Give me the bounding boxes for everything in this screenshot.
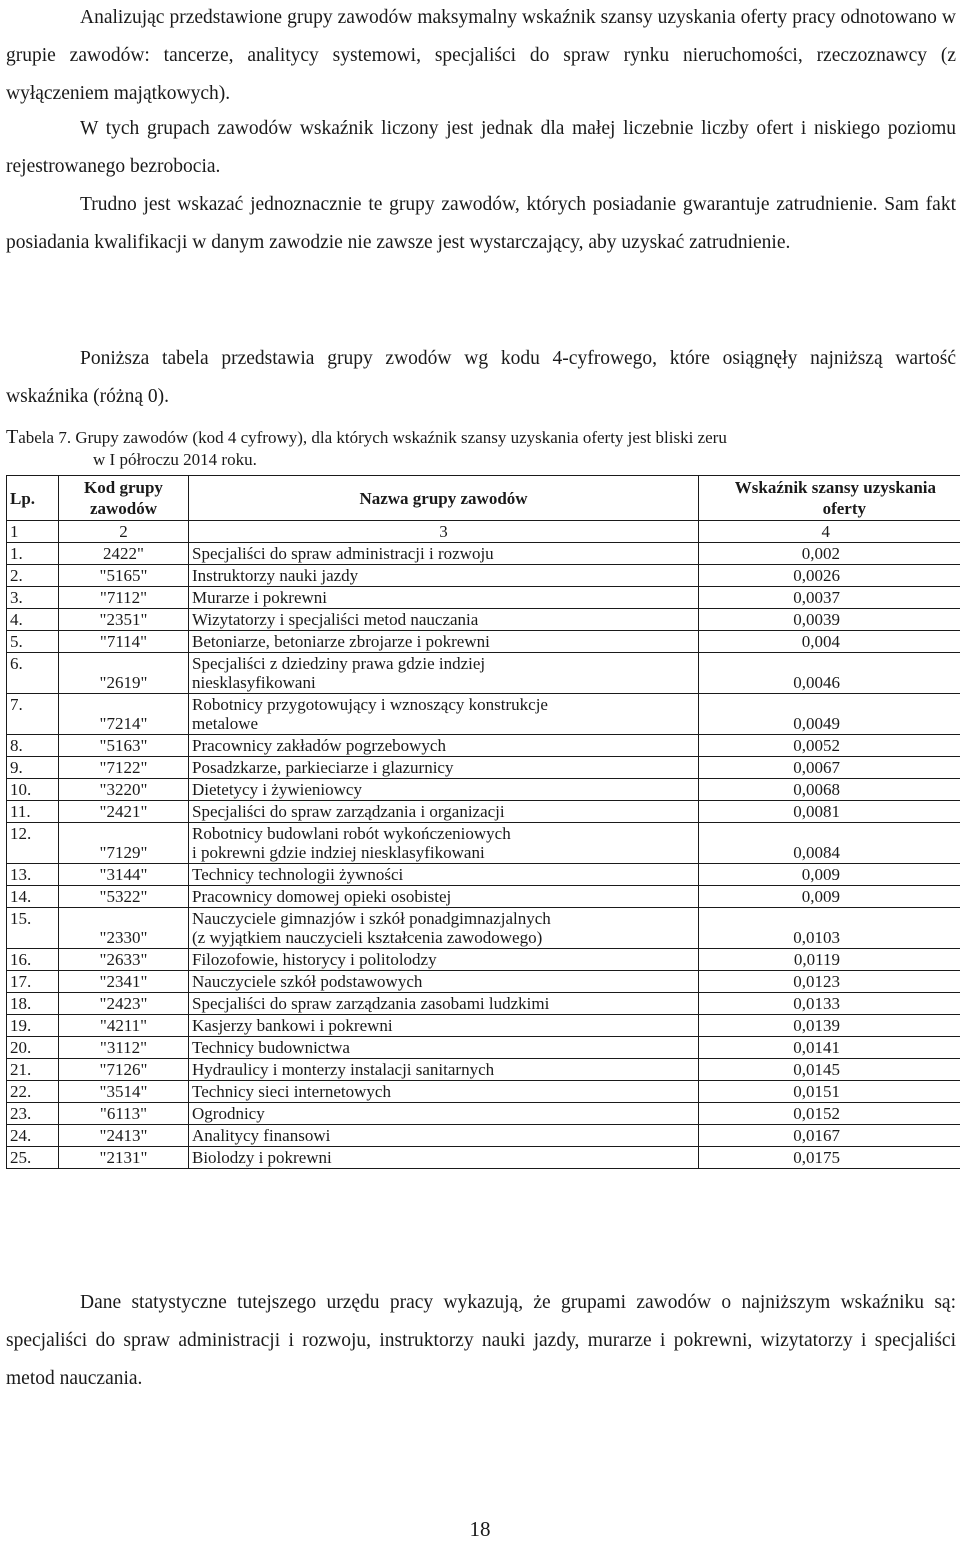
caption-first-letter: T bbox=[6, 426, 18, 448]
row-kod: "7129" bbox=[59, 823, 189, 864]
table-row bbox=[7, 864, 960, 886]
table-row bbox=[7, 735, 960, 757]
row-name bbox=[189, 823, 699, 864]
row-kod: "3514" bbox=[59, 1081, 189, 1103]
table-row bbox=[7, 543, 960, 565]
colnum-2: 2 bbox=[59, 521, 189, 543]
row-name-line2: metalowe bbox=[192, 714, 258, 733]
row-kod: "7214" bbox=[59, 694, 189, 735]
table-header-row bbox=[7, 476, 960, 521]
row-name bbox=[189, 1125, 699, 1147]
row-kod: "5165" bbox=[59, 565, 189, 587]
table-caption bbox=[6, 426, 956, 471]
row-name-line1: Pracownicy zakładów pogrzebowych bbox=[192, 736, 446, 755]
table-row bbox=[7, 949, 960, 971]
table-row bbox=[7, 1125, 960, 1147]
row-value: 0,0037 bbox=[699, 587, 960, 609]
paragraph-conclusion: Dane statystyczne tutejszego urzędu pracy wykazują, że grupami zawodów o najniższym wskaźniku są: specjaliści do spraw administracji i rozwoju, instruktorzy nauki jazdy, murarze i pokrewni, wizytatorzy i specjaliści metod nauczania. bbox=[6, 1284, 956, 1398]
row-kod: 2422" bbox=[59, 543, 189, 565]
row-name bbox=[189, 779, 699, 801]
table-row bbox=[7, 886, 960, 908]
row-lp: 25. bbox=[7, 1147, 59, 1169]
row-name-line1: Analitycy finansowi bbox=[192, 1126, 330, 1145]
row-lp: 4. bbox=[7, 609, 59, 631]
row-kod: "2423" bbox=[59, 993, 189, 1015]
row-name bbox=[189, 801, 699, 823]
row-value: 0,004 bbox=[699, 631, 960, 653]
occupation-table bbox=[6, 475, 960, 1169]
row-value: 0,0049 bbox=[699, 694, 960, 735]
row-name bbox=[189, 1037, 699, 1059]
row-lp: 8. bbox=[7, 735, 59, 757]
row-value: 0,0068 bbox=[699, 779, 960, 801]
row-value: 0,0133 bbox=[699, 993, 960, 1015]
row-value: 0,0046 bbox=[699, 653, 960, 694]
header-name: Nazwa grupy zawodów bbox=[189, 476, 699, 521]
table-row bbox=[7, 908, 960, 949]
row-name-line1: Specjaliści do spraw zarządzania i organizacji bbox=[192, 802, 505, 821]
row-lp: 12. bbox=[7, 823, 59, 864]
row-value: 0,0167 bbox=[699, 1125, 960, 1147]
row-name-line1: Murarze i pokrewni bbox=[192, 588, 327, 607]
row-value: 0,0039 bbox=[699, 609, 960, 631]
row-name-line1: Biolodzy i pokrewni bbox=[192, 1148, 332, 1167]
row-kod: "3144" bbox=[59, 864, 189, 886]
row-name-line1: Specjaliści do spraw administracji i rozwoju bbox=[192, 544, 494, 563]
row-kod: "6113" bbox=[59, 1103, 189, 1125]
table-row bbox=[7, 565, 960, 587]
row-name-line1: Hydraulicy i monterzy instalacji sanitarnych bbox=[192, 1060, 494, 1079]
table-row bbox=[7, 653, 960, 694]
header-lp: Lp. bbox=[7, 476, 59, 521]
row-name bbox=[189, 908, 699, 949]
table-row bbox=[7, 1081, 960, 1103]
paragraph-no-guarantee: Trudno jest wskazać jednoznacznie te grupy zawodów, których posiadanie gwarantuje zatrudnienie. Sam fakt posiadania kwalifikacji w danym zawodzie nie zawsze jest wystarczający, aby uzyskać zatrudnienie. bbox=[6, 186, 956, 262]
row-kod: "2619" bbox=[59, 653, 189, 694]
paragraph-table-intro: Poniższa tabela przedstawia grupy zwodów wg kodu 4-cyfrowego, które osiągnęły najniższą wartość wskaźnika (różną 0). bbox=[6, 340, 956, 416]
row-lp: 21. bbox=[7, 1059, 59, 1081]
row-kod: "5163" bbox=[59, 735, 189, 757]
row-name-line1: Nauczyciele gimnazjów i szkół ponadgimnazjalnych bbox=[192, 909, 551, 928]
row-name bbox=[189, 1059, 699, 1081]
row-name bbox=[189, 694, 699, 735]
row-value: 0,0152 bbox=[699, 1103, 960, 1125]
row-kod: "7122" bbox=[59, 757, 189, 779]
table-row bbox=[7, 1059, 960, 1081]
header-kod-line1: Kod grupy bbox=[84, 478, 163, 497]
table-row bbox=[7, 993, 960, 1015]
row-name-line1: Kasjerzy bankowi i pokrewni bbox=[192, 1016, 393, 1035]
row-value: 0,0145 bbox=[699, 1059, 960, 1081]
row-name bbox=[189, 631, 699, 653]
row-lp: 6. bbox=[7, 653, 59, 694]
header-value-line2: oferty bbox=[823, 499, 936, 518]
row-lp: 1. bbox=[7, 543, 59, 565]
row-value: 0,0139 bbox=[699, 1015, 960, 1037]
row-lp: 10. bbox=[7, 779, 59, 801]
row-lp: 15. bbox=[7, 908, 59, 949]
row-name bbox=[189, 587, 699, 609]
row-lp: 13. bbox=[7, 864, 59, 886]
row-name-line1: Wizytatorzy i specjaliści metod nauczania bbox=[192, 610, 478, 629]
row-kod: "2131" bbox=[59, 1147, 189, 1169]
row-value: 0,0084 bbox=[699, 823, 960, 864]
row-value: 0,009 bbox=[699, 864, 960, 886]
caption-line2: w I półroczu 2014 roku. bbox=[6, 449, 956, 471]
row-lp: 24. bbox=[7, 1125, 59, 1147]
row-lp: 3. bbox=[7, 587, 59, 609]
table-row bbox=[7, 1015, 960, 1037]
header-value bbox=[699, 476, 960, 521]
row-name-line1: Ogrodnicy bbox=[192, 1104, 265, 1123]
row-name bbox=[189, 971, 699, 993]
row-value: 0,0141 bbox=[699, 1037, 960, 1059]
row-value: 0,0119 bbox=[699, 949, 960, 971]
row-kod: "7126" bbox=[59, 1059, 189, 1081]
table-row bbox=[7, 609, 960, 631]
row-kod: "7112" bbox=[59, 587, 189, 609]
row-kod: "3112" bbox=[59, 1037, 189, 1059]
row-value: 0,002 bbox=[699, 543, 960, 565]
header-kod bbox=[59, 476, 189, 521]
row-name bbox=[189, 949, 699, 971]
row-kod: "2413" bbox=[59, 1125, 189, 1147]
table-row bbox=[7, 587, 960, 609]
table-row bbox=[7, 757, 960, 779]
row-kod: "2633" bbox=[59, 949, 189, 971]
table-row bbox=[7, 1103, 960, 1125]
row-lp: 22. bbox=[7, 1081, 59, 1103]
paragraph-small-sample: W tych grupach zawodów wskaźnik liczony jest jednak dla małej liczebnie liczby ofert i niskiego poziomu rejestrowanego bezrobocia. bbox=[6, 110, 956, 186]
row-name-line1: Robotnicy przygotowujący i wznoszący konstrukcje bbox=[192, 695, 548, 714]
row-name-line1: Technicy budownictwa bbox=[192, 1038, 350, 1057]
row-kod: "2351" bbox=[59, 609, 189, 631]
row-name-line1: Dietetycy i żywieniowcy bbox=[192, 780, 362, 799]
row-lp: 20. bbox=[7, 1037, 59, 1059]
row-name-line1: Technicy technologii żywności bbox=[192, 865, 403, 884]
row-name bbox=[189, 1015, 699, 1037]
colnum-1: 1 bbox=[7, 521, 59, 543]
row-kod: "3220" bbox=[59, 779, 189, 801]
row-lp: 7. bbox=[7, 694, 59, 735]
row-name-line1: Nauczyciele szkół podstawowych bbox=[192, 972, 422, 991]
row-value: 0,0052 bbox=[699, 735, 960, 757]
row-name-line2: niesklasyfikowani bbox=[192, 673, 316, 692]
row-name bbox=[189, 1081, 699, 1103]
row-value: 0,0103 bbox=[699, 908, 960, 949]
row-name bbox=[189, 543, 699, 565]
row-name bbox=[189, 1103, 699, 1125]
row-name bbox=[189, 565, 699, 587]
row-lp: 16. bbox=[7, 949, 59, 971]
row-lp: 2. bbox=[7, 565, 59, 587]
row-name bbox=[189, 757, 699, 779]
row-value: 0,0151 bbox=[699, 1081, 960, 1103]
row-name-line1: Specjaliści z dziedziny prawa gdzie indziej bbox=[192, 654, 485, 673]
row-lp: 23. bbox=[7, 1103, 59, 1125]
row-name bbox=[189, 886, 699, 908]
row-name-line1: Technicy sieci internetowych bbox=[192, 1082, 391, 1101]
header-value-line1: Wskaźnik szansy uzyskania bbox=[735, 478, 936, 497]
table-row bbox=[7, 823, 960, 864]
row-name-line2: i pokrewni gdzie indziej niesklasyfikowani bbox=[192, 843, 485, 862]
table-row bbox=[7, 1147, 960, 1169]
row-kod: "4211" bbox=[59, 1015, 189, 1037]
row-value: 0,0026 bbox=[699, 565, 960, 587]
row-name bbox=[189, 735, 699, 757]
colnum-3: 3 bbox=[189, 521, 699, 543]
row-name-line1: Specjaliści do spraw zarządzania zasobami ludzkimi bbox=[192, 994, 549, 1013]
table-row bbox=[7, 801, 960, 823]
row-name-line1: Filozofowie, historycy i politolodzy bbox=[192, 950, 437, 969]
row-kod: "2341" bbox=[59, 971, 189, 993]
row-value: 0,0081 bbox=[699, 801, 960, 823]
row-lp: 18. bbox=[7, 993, 59, 1015]
column-number-row bbox=[7, 521, 960, 543]
row-name-line1: Betoniarze, betoniarze zbrojarze i pokrewni bbox=[192, 632, 490, 651]
row-lp: 14. bbox=[7, 886, 59, 908]
row-kod: "7114" bbox=[59, 631, 189, 653]
row-lp: 17. bbox=[7, 971, 59, 993]
caption-line1: abela 7. Grupy zawodów (kod 4 cyfrowy), dla których wskaźnik szansy uzyskania oferty jest bliski zeru bbox=[18, 428, 727, 447]
row-lp: 9. bbox=[7, 757, 59, 779]
row-kod: "2421" bbox=[59, 801, 189, 823]
table-row bbox=[7, 631, 960, 653]
row-name-line1: Pracownicy domowej opieki osobistej bbox=[192, 887, 451, 906]
colnum-4: 4 bbox=[699, 521, 960, 543]
row-lp: 19. bbox=[7, 1015, 59, 1037]
paragraph-max-index: Analizując przedstawione grupy zawodów maksymalny wskaźnik szansy uzyskania oferty pracy odnotowano w grupie zawodów: tancerze, analitycy systemowi, specjaliści do spraw rynku nieruchomości, rzeczoznawcy (z wyłączeniem majątkowych). bbox=[6, 0, 956, 113]
row-name bbox=[189, 864, 699, 886]
row-name bbox=[189, 609, 699, 631]
row-kod: "5322" bbox=[59, 886, 189, 908]
row-name bbox=[189, 653, 699, 694]
row-name bbox=[189, 993, 699, 1015]
row-name-line2: (z wyjątkiem nauczycieli kształcenia zawodowego) bbox=[192, 928, 542, 947]
row-value: 0,0067 bbox=[699, 757, 960, 779]
row-lp: 11. bbox=[7, 801, 59, 823]
table-body bbox=[7, 476, 960, 1169]
row-value: 0,0175 bbox=[699, 1147, 960, 1169]
row-value: 0,0123 bbox=[699, 971, 960, 993]
table-row bbox=[7, 694, 960, 735]
table-row bbox=[7, 1037, 960, 1059]
row-lp: 5. bbox=[7, 631, 59, 653]
row-name-line1: Instruktorzy nauki jazdy bbox=[192, 566, 358, 585]
page-number: 18 bbox=[0, 1517, 960, 1542]
row-name-line1: Posadzkarze, parkieciarze i glazurnicy bbox=[192, 758, 453, 777]
table-row bbox=[7, 971, 960, 993]
row-name bbox=[189, 1147, 699, 1169]
row-kod: "2330" bbox=[59, 908, 189, 949]
table-row bbox=[7, 779, 960, 801]
row-name-line1: Robotnicy budowlani robót wykończeniowych bbox=[192, 824, 511, 843]
row-value: 0,009 bbox=[699, 886, 960, 908]
header-kod-line2: zawodów bbox=[90, 499, 157, 518]
